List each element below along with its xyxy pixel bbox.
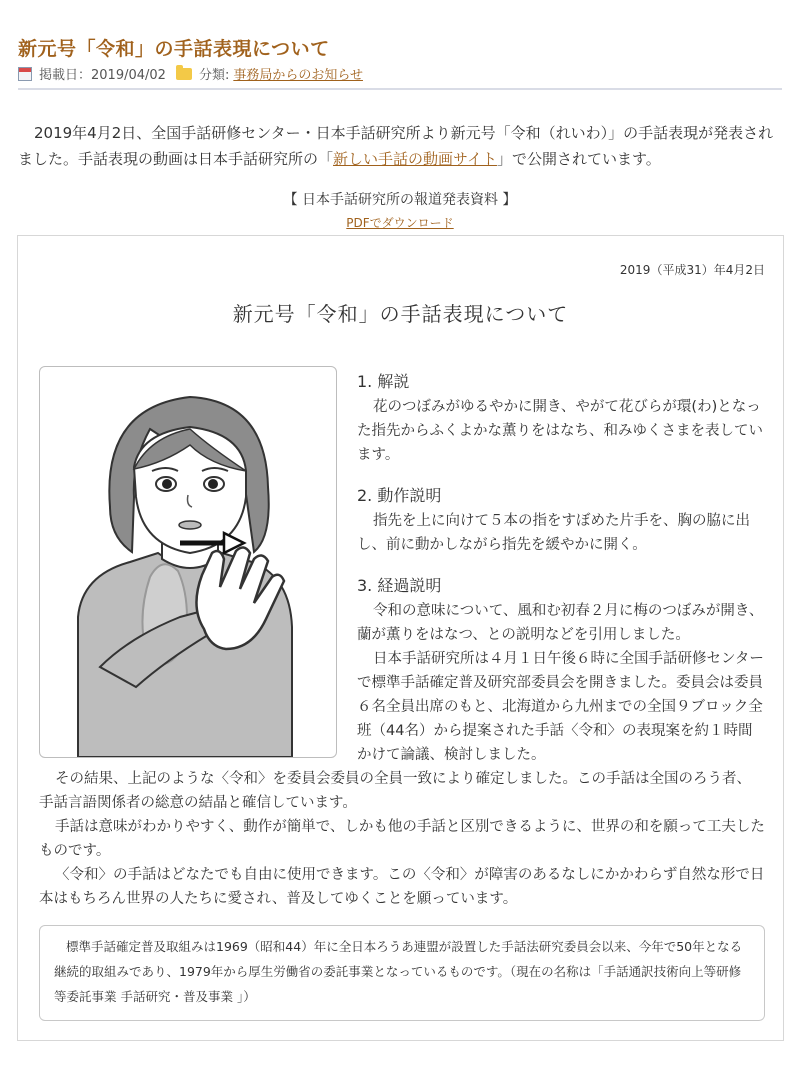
- folder-icon: [176, 68, 192, 80]
- post-title: 新元号「令和」の手話表現について: [18, 38, 330, 60]
- posted-date: 掲載日：2019/04/02: [39, 68, 166, 83]
- pdf-download-link[interactable]: PDFでダウンロード: [346, 216, 454, 230]
- intro-paragraph: [18, 120, 782, 172]
- title-divider: [18, 88, 782, 90]
- category-link[interactable]: 事務局からのお知らせ: [233, 68, 363, 83]
- background-note: 標準手話確定普及取組みは1969（昭和44）年に全日本ろうあ連盟が設置した手話法研究委員会以来、今年で50年となる継続的取組みであり、1979年から厚生労働省の委託事業となっているものです。（現在の名称は「手話通訳技術向上等研修等委託事業 手話研究・普及事業 」）: [39, 925, 765, 1021]
- section-paragraph: 日本手話研究所は４月１日午後６時に全国手話研修センターで標準手話確定普及研究部委員会を開きました。委員会は委員６名全員出席のもと、北海道から九州までの全国９ブロック全班（44名）から提案された手話〈令和〉の表現案を約１時間かけて論議、検討しました。: [357, 651, 764, 763]
- document-date: 2019（平成31）年4月2日: [619, 263, 765, 277]
- section-paragraph: 花のつぼみがゆるやかに開き、やがて花びらが環(わ)となった指先からふくよかな薫りをはなち、和みゆくさまを表しています。: [357, 399, 763, 463]
- category-label: 分類:: [198, 68, 230, 83]
- section-heading: 3. 経過説明: [357, 576, 442, 595]
- section-paragraph: 令和の意味について、風和む初春２月に梅のつぼみが開き、蘭が薫りをはなつ、との説明などを引用しました。: [357, 603, 764, 643]
- calendar-icon: [18, 67, 32, 81]
- post-meta: [18, 64, 363, 83]
- section-heading: 1. 解説: [357, 372, 410, 391]
- section-heading: 2. 動作説明: [357, 486, 442, 505]
- intro-text-end: 」で公開されています。: [496, 150, 661, 168]
- intro-text: 2019年4月2日、全国手話研修センター・日本手話研究所より新元号「令和（れいわ）」の手話表現が発表されました。手話表現の動画は日本手話研究所の「: [18, 124, 774, 168]
- document-body: [39, 369, 765, 911]
- section-paragraph: 手話は意味がわかりやすく、動作が簡単で、しかも他の手話と区別できるように、世界の和を願って工夫したものです。: [39, 819, 765, 859]
- section-paragraph: 〈令和〉の手話はどなたでも自由に使用できます。この〈令和〉が障害のあるなしにかかわらず自然な形で日本はもちろん世界の人たちに愛され、普及してゆくことを願っています。: [39, 867, 765, 907]
- section-paragraph: その結果、上記のような〈令和〉を委員会委員の全員一致により確定しました。この手話は全国のろう者、手話言語関係者の総意の結晶と確信しています。: [39, 771, 751, 811]
- release-heading: 【 日本手話研究所の報道発表資料 】: [283, 192, 517, 208]
- video-site-link[interactable]: 新しい手話の動画サイト: [333, 150, 497, 168]
- document-title: 新元号「令和」の手話表現について: [232, 302, 569, 326]
- press-release-document: [17, 235, 784, 1041]
- section-paragraph: 指先を上に向けて５本の指をすぼめた片手を、胸の脇に出し、前に動かしながら指先を緩やかに開く。: [357, 513, 750, 553]
